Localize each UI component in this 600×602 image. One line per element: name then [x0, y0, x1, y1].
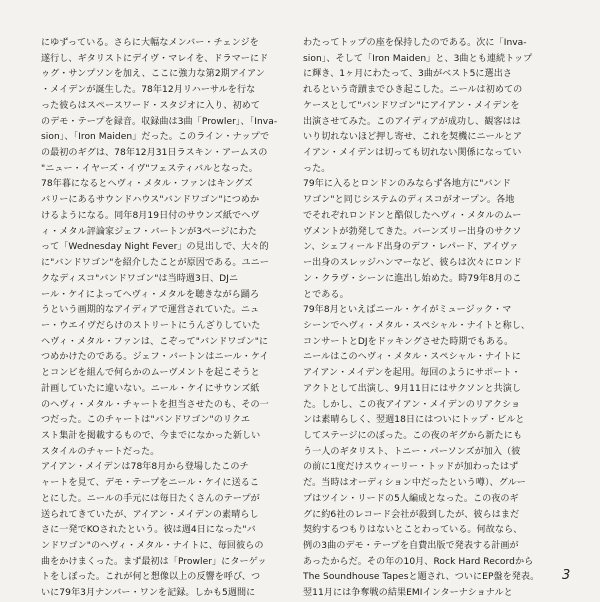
text-line: 78年暮になるとヘヴィ・メタル・ファンはキングズ — [41, 179, 253, 190]
text-line: ィ・メタル評論家ジェフ・バートンが3ページにわた — [41, 226, 257, 237]
text-line: ゥグ・サンプソンを加え、ここに強力な第2期アイアン — [41, 69, 265, 80]
text-line: プはツイン・リードの5人編成となった。この夜のギ — [303, 493, 519, 504]
text-line: でそれぞれロンドンと酷似したヘヴィ・メタルのムー — [303, 210, 522, 221]
text-line: けるようになる。同年8月19日付のサウンズ紙でヘヴ — [41, 210, 260, 221]
text-line: った彼らはスペースワード・スタジオに入り、初めて — [41, 100, 260, 111]
text-line: ンドワゴン"のヘヴィ・メタル・ナイトに、毎回彼らの — [41, 541, 264, 551]
text-line: いり切れないほど押し寄せ、これを契機にニールとア — [303, 132, 522, 143]
text-line: って「Wednesday Night Fever」の見出しで、大々的 — [41, 242, 269, 253]
text-line: さに一発でKOされたという。彼は週4日になった"バ — [41, 525, 256, 536]
text-line: ー・ウエイヴだらけのストリートにうんざりしていた — [41, 320, 261, 331]
text-line: のデモ・テープを録音。収録曲は3曲「Prowler」、「Inva- — [41, 116, 278, 127]
text-line: sion」、「Iron Maiden」だった。このライン・ナップで — [41, 132, 270, 143]
paragraph — [303, 36, 555, 177]
text-line: つめかけたのである。ジェフ・バートンはニール・ケイ — [41, 352, 269, 363]
text-line: つだった。このチャートは"バンドワゴン"のリクエ — [41, 415, 250, 426]
text-line: とである。 — [303, 289, 349, 300]
text-line: 送られてきていたが、アイアン・メイデンの素晴らし — [41, 509, 259, 520]
text-line: ヴメントが勃発してきた。バーンズリー出身のサクソ — [303, 226, 522, 237]
text-line: う一人のギタリスト、トニー・パーソンズが加入（彼 — [303, 446, 521, 457]
text-line: に"バンドワゴン"を紹介したことが原因である。ユニー — [41, 258, 269, 269]
text-line: ケースとして"バンドワゴン"にアイアン・メイデンを — [303, 100, 520, 111]
text-line: ・メイデンが誕生した。78年12月リハーサルを行な — [41, 85, 256, 96]
text-line: とにした。ニールの手元には毎日たくさんのテープが — [41, 493, 260, 504]
text-line: のヘヴィ・メタル・チャートを担当させたのも、その一 — [41, 399, 269, 410]
paragraph — [41, 36, 293, 177]
paragraph — [41, 177, 293, 460]
text-line: ー出身のスレッジハンマーなど、彼らは次々にロンド — [303, 258, 522, 269]
text-line: コンサートとDJをドッキングさせた時期でもある。 — [303, 336, 514, 347]
text-line: ン、シェフィールド出身のデフ・レパード、アイヴァ — [303, 242, 519, 253]
paragraph — [303, 303, 555, 602]
text-line: アクトとして出演し、9月11日にはサクソンと共演し — [303, 383, 522, 394]
text-line: トをしぼった。これが何と想像以上の反響を呼び、つ — [41, 572, 261, 583]
right-column — [303, 36, 555, 602]
text-line: ンは素晴らしく、翌週18日にはついにトップ・ビルと — [303, 415, 525, 426]
text-line: バリーにあるサウンドハウス"バンドワゴン"につめか — [41, 195, 260, 206]
text-line: ヘヴィ・メタル・ファンは、こぞって"バンドワゴン"に — [41, 336, 269, 347]
text-line: クなディスコ"バンドワゴン"は当時週3日、DJニ — [41, 273, 239, 284]
text-line: ワゴン"と同じシステムのディスコがオープン。各地 — [303, 195, 515, 206]
text-line: にゆずっている。さらに大幅なメンバー・チェンジを — [41, 38, 259, 48]
text-line: ール・ケイによってヘヴィ・メタルを聴きながら踊ろ — [41, 289, 260, 300]
text-line: してステージにのぼった。この夜のギグから新たにも — [303, 430, 523, 441]
text-line: うという画期的なアイディアで運営されていた。ニュ — [41, 305, 260, 316]
text-line: の最初のギグは、78年12月31日ラスキン・アームスの — [41, 148, 268, 159]
text-line: の前に1度だけスウィーリー・トッドが加わったはず — [303, 462, 519, 473]
text-line: スタイルのチャートだった。 — [41, 446, 160, 457]
text-line: ニールはこのヘヴィ・メタル・スペシャル・ナイトに — [303, 352, 521, 363]
left-column — [41, 36, 293, 602]
text-line: 79年に入るとロンドンのみならず各地方に"バンド — [303, 179, 511, 190]
text-line: とコンビを組んで何らかのムーヴメントを起こそうと — [41, 368, 260, 379]
paragraph — [41, 460, 293, 601]
text-line: ン・クラヴ・シーンに進出し始めた。時79年8月のこ — [303, 273, 522, 284]
text-line: アイアン・メイデンは78年8月から登場したこのチ — [41, 462, 249, 473]
text-line: わたってトップの座を保持したのである。次に「Inva- — [303, 38, 527, 48]
text-line: "ニュー・イヤーズ・イヴ"フェスティバルとなった。 — [41, 163, 258, 174]
text-line: グに約6社のレコード会社が殺到したが、彼らはまだ — [303, 509, 520, 520]
text-line: 契約するつもりはないとことわっている。何故なら、 — [303, 525, 523, 536]
text-line: だ。当時はオーディション中だったという噂）、グルー — [303, 478, 526, 489]
text-line: sion」、そして「Iron Maiden」と、3曲とも連続トップ — [303, 53, 533, 64]
text-line: シーンでヘヴィ・メタル・スペシャル・ナイトと称し、 — [303, 320, 531, 331]
text-line: 翌11月には争奪戦の結果EMIインターナショナルと — [303, 588, 513, 599]
text-line: れるという奇蹟までひき起こした。ニールは初めての — [303, 85, 523, 96]
text-line: 曲をかけまくった。まず最初は「Prowler」にターゲッ — [41, 556, 267, 567]
text-line: た。しかし、この夜アイアン・メイデンのリアクショ — [303, 399, 521, 410]
text-line: The Soundhouse Tapesと題され、ついにEP盤を発表。 — [303, 572, 540, 583]
text-line: イアン・メイデンは切っても切れない関係になってい — [303, 148, 522, 159]
text-line: 計画していたに違いない。ニール・ケイにサウンズ紙 — [41, 383, 260, 394]
text-line: 例の3曲のデモ・テープを自費出版で発表する計画が — [303, 541, 519, 551]
text-line: アイアン・メイデンを起用。毎回のようにサポート・ — [303, 368, 521, 379]
text-line: 79年8月といえばニール・ケイがミュージック・マ — [303, 305, 512, 316]
paragraph — [303, 177, 555, 303]
text-line: に輝き、1ヶ月にわたって、3曲がベスト5に選出さ — [303, 69, 512, 80]
page-number: 3 — [562, 568, 571, 583]
text-line: 遂行し、ギタリストにデイヴ・マレイを、ドラマーにド — [41, 53, 269, 64]
text-line: ャートを見て、デモ・テープをニール・ケイに送るこ — [41, 478, 259, 489]
text-line: あったからだ。その年の10月、Rock Hard Recordから — [303, 556, 534, 567]
text-line: スト集計を掲載するもので、今までになかった新しい — [41, 430, 261, 441]
text-line: った。 — [303, 163, 331, 174]
text-line: いに79年3月ナンバー・ワンを記録。しかも5週間に — [41, 588, 256, 599]
text-line: 出演させてみた。このアイディアが成功し、観客はは — [303, 116, 521, 127]
